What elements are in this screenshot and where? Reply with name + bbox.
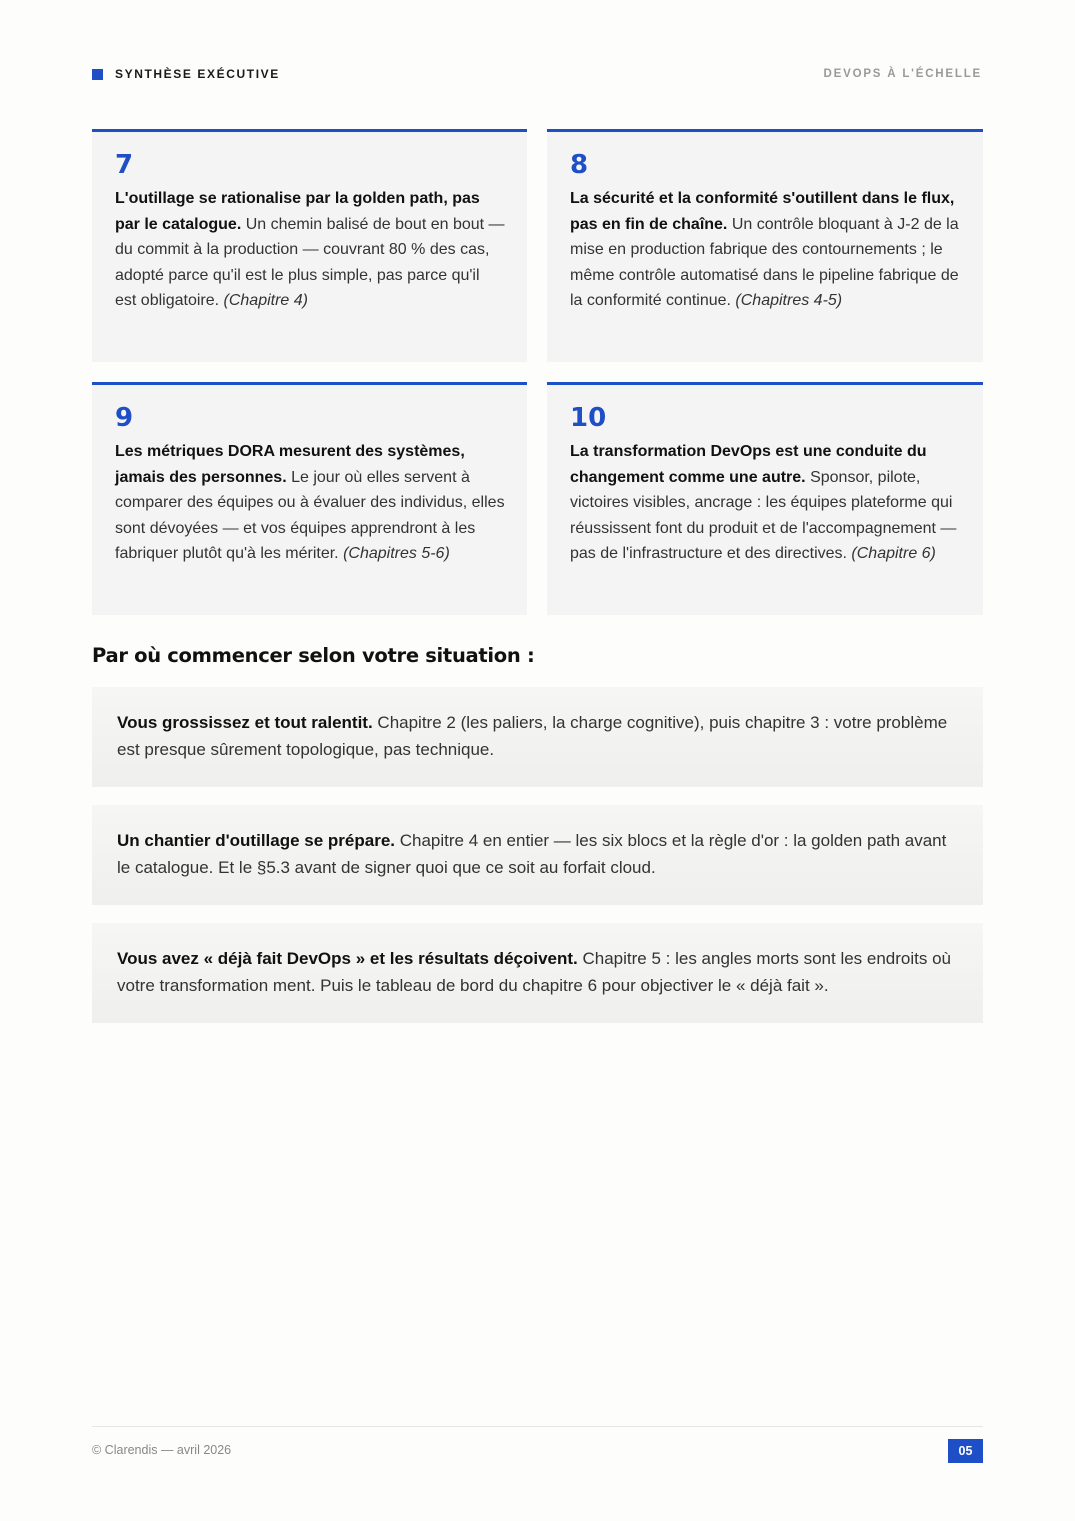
key-point-text	[570, 439, 961, 567]
page-header	[92, 66, 982, 82]
situation-headline: Vous avez « déjà fait DevOps » et les résultats déçoivent.	[117, 949, 578, 968]
where-to-start-heading: Par où commencer selon votre situation :	[92, 644, 535, 667]
key-point-reference: (Chapitre 6)	[851, 545, 936, 563]
document-title-label: DEVOPS À L'ÉCHELLE	[823, 68, 982, 80]
key-point-reference: (Chapitre 4)	[223, 292, 308, 310]
key-point-body: Un contrôle bloquant à J-2 de la mise en production fabrique des contournements ; le même contrôle automatisé dans le pipeline fabrique de la conformité continue.	[570, 215, 959, 310]
page-number-badge: 05	[948, 1439, 983, 1463]
key-point-headline: L'outillage se rationalise par la golden path, pas par le catalogue.	[115, 190, 480, 233]
footer-copyright: © Clarendis — avril 2026	[92, 1443, 232, 1457]
key-point-card	[547, 382, 983, 615]
key-point-body: Un chemin balisé de bout en bout — du commit à la production — couvrant 80 % des cas, adopté parce qu'il est le plus simple, pas parce qu'il est obligatoire.	[115, 215, 505, 310]
key-point-text	[570, 186, 961, 314]
key-point-number: 7	[115, 150, 134, 180]
situation-headline: Vous grossissez et tout ralentit.	[117, 713, 373, 732]
situation-box	[92, 687, 983, 787]
square-bullet-icon	[92, 69, 103, 80]
key-point-body: Le jour où elles servent à comparer des équipes ou à évaluer des individus, elles sont dévoyées — et vos équipes apprendront à les fabriquer plutôt qu'à les mériter.	[115, 468, 505, 563]
key-point-reference: (Chapitres 4-5)	[735, 292, 843, 310]
key-point-reference: (Chapitres 5-6)	[343, 545, 450, 563]
key-point-card	[92, 382, 527, 615]
key-point-headline: La sécurité et la conformité s'outillent dans le flux, pas en fin de chaîne.	[570, 190, 955, 233]
key-point-headline: La transformation DevOps est une conduite du changement comme une autre.	[570, 443, 927, 486]
key-point-text	[115, 186, 505, 314]
header-section-label	[92, 67, 280, 81]
footer-divider	[92, 1426, 983, 1427]
situation-body: Chapitre 2 (les paliers, la charge cognitive), puis chapitre 3 : votre problème est presque sûrement topologique, pas technique.	[117, 713, 948, 759]
key-point-number: 10	[570, 403, 607, 433]
key-point-number: 9	[115, 403, 134, 433]
key-point-headline: Les métriques DORA mesurent des systèmes, jamais des personnes.	[115, 443, 465, 486]
situations-list	[92, 687, 983, 1041]
key-points-grid	[92, 129, 983, 615]
key-point-card	[92, 129, 527, 362]
situation-headline: Un chantier d'outillage se prépare.	[117, 831, 396, 850]
section-title-label: SYNTHÈSE EXÉCUTIVE	[115, 67, 280, 81]
situation-body: Chapitre 4 en entier — les six blocs et la règle d'or : la golden path avant le catalogue. Et le §5.3 avant de signer quoi que ce soit au forfait cloud.	[117, 831, 947, 877]
situation-body: Chapitre 5 : les angles morts sont les endroits où votre transformation ment. Puis le tableau de bord du chapitre 6 pour objectiver le « déjà fait ».	[117, 949, 952, 995]
situation-box	[92, 805, 983, 905]
key-point-body: Sponsor, pilote, victoires visibles, ancrage : les équipes plateforme qui réussissent font du produit et de l'accompagnement — pas de l'infrastructure et des directives.	[570, 468, 957, 563]
situation-box	[92, 923, 983, 1023]
key-point-text	[115, 439, 505, 567]
key-point-number: 8	[570, 150, 589, 180]
key-point-card	[547, 129, 983, 362]
